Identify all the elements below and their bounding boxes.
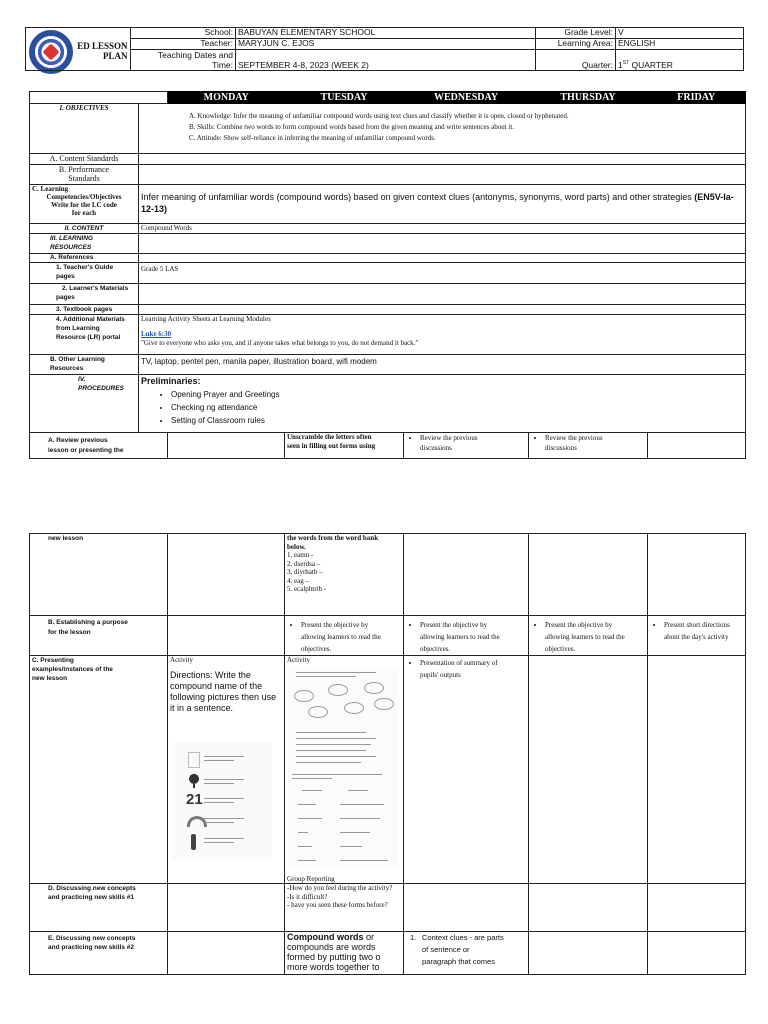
objective-skills: B. Skills: Combine two words to form compound words based from the given meaning and write sentences about it. bbox=[189, 123, 515, 131]
review-wednesday: • Review the previous discussions bbox=[404, 433, 529, 459]
monday-directions: Directions: Write the compound name of the following pictures then use it in a sentence. bbox=[170, 670, 277, 713]
preliminaries bbox=[139, 375, 746, 433]
other-resources-label: B. Other Learning Resources bbox=[30, 355, 139, 375]
dates-value: SEPTEMBER 4-8, 2023 (WEEK 2) bbox=[236, 50, 536, 71]
activity-sheet-image bbox=[288, 668, 398, 868]
header-block bbox=[25, 27, 743, 75]
dates-label-1: Teaching Dates and bbox=[157, 50, 233, 60]
review-tuesday: Unscramble the letters often seen in filling out forms using bbox=[285, 433, 404, 459]
lesson-plan-title-1: ED LESSON bbox=[77, 40, 128, 51]
purpose-label: B. Establishing a purpose for the lesson bbox=[30, 616, 168, 656]
scrambled-word: 2. dserdsa – bbox=[287, 559, 321, 568]
number-picture: 21 bbox=[186, 791, 203, 808]
tree-icon bbox=[188, 774, 200, 788]
discussing-1-tuesday: -How do you feel during the activity? -Is it difficult? - have you seen these forms before? bbox=[285, 884, 404, 932]
luke-link[interactable]: Luke 6:30 bbox=[141, 330, 172, 338]
scrambled-word: 3. diyrhatb – bbox=[287, 568, 323, 576]
worksheet-image bbox=[172, 742, 272, 860]
dates-label-2: Time: bbox=[212, 60, 233, 70]
lesson-plan-table bbox=[29, 91, 746, 459]
content-value: Compound Words bbox=[139, 224, 746, 234]
references-label: A. References bbox=[30, 254, 139, 263]
competency-code: (EN5V-Ia-12-13) bbox=[141, 192, 734, 214]
learning-area-value: ENGLISH bbox=[616, 39, 744, 50]
purpose-wednesday: • Present the objective by allowing learners to read the objectives. bbox=[404, 616, 529, 656]
competencies-label: C. Learning Competencies/Objectives Write for the LC code for each bbox=[30, 185, 139, 224]
discussing-1-label: D. Discussing new concepts and practicing new skills #1 bbox=[30, 884, 168, 932]
learners-materials-label: 2. Learner's Materials pages bbox=[30, 284, 139, 305]
objective-attitude: C. Attitude: Show self-reliance in inferring the meaning of unfamiliar compound words. bbox=[189, 134, 436, 142]
person-icon bbox=[191, 834, 196, 850]
scrambled-word: 4. eag – bbox=[287, 576, 309, 585]
objective-knowledge: A. Knowledge: Infer the meaning of unfamiliar compound words using text clues and classify whether it is open, closed or hyphenated. bbox=[189, 112, 569, 120]
presenting-monday: Activity Directions: Write the compound name of the following pictures then use it in a sentence. 21 bbox=[168, 656, 285, 884]
prelim-item: • Checking ng attendance bbox=[171, 401, 743, 414]
scrambled-word: 1. eamn - bbox=[287, 551, 314, 559]
lesson-plan-table-continued bbox=[29, 533, 746, 975]
additional-materials-label: 4. Additional Materials from Learning Resource (LR) portal bbox=[30, 315, 139, 355]
grade-level-value: V bbox=[616, 28, 744, 39]
word-bank: the words from the word bank below. 1. eamn - 2. dserdsa – 3. diyrhatb – 4. eag – 5. ecalphtrib - bbox=[285, 534, 404, 616]
other-resources-value: TV, laptop, pentel pen, manila paper, illustration board, wifi modem bbox=[139, 355, 746, 375]
preliminaries-title: Preliminaries: bbox=[141, 376, 201, 386]
prelim-item: • Setting of Classroom rules bbox=[171, 414, 743, 427]
teacher-value: MARYJUN C. EJOS bbox=[236, 39, 536, 50]
new-lesson-label: new lesson bbox=[30, 534, 168, 616]
discussing-2-label: E. Discussing new concepts and practicing new skills #2 bbox=[30, 932, 168, 975]
picture-icon bbox=[188, 752, 200, 768]
teachers-guide-label: 1. Teacher's Guide pages bbox=[30, 263, 139, 284]
scrambled-word: 5. ecalphtrib - bbox=[287, 585, 327, 593]
procedures-label: IV. PROCEDURES bbox=[30, 375, 139, 433]
learning-area-label: Learning Area: bbox=[536, 39, 616, 50]
day-monday: MONDAY bbox=[168, 92, 285, 104]
presenting-tuesday: Activity Group Reporting bbox=[285, 656, 404, 884]
presenting-wednesday: • Presentation of summary of pupils' outputs bbox=[404, 656, 529, 884]
purpose-friday: • Present short directions about the day's activity bbox=[648, 616, 746, 656]
purpose-thursday: • Present the objective by allowing learners to read the objectives. bbox=[529, 616, 648, 656]
additional-materials-value: Learning Activity Sheets at Learning Modules Luke 6:30 "Give to everyone who asks you, and if anyone takes what belongs to you, do not demand it back." bbox=[139, 315, 746, 355]
compound-words-definition: Compound words or compounds are words formed by putting two o more words together to bbox=[285, 932, 404, 975]
competency-text: Infer meaning of unfamiliar words (compound words) based on given context clues (antonyms, synonyms, word parts) and other strategies (EN5V-Ia-12-13) bbox=[139, 185, 746, 224]
content-label: II. CONTENT bbox=[30, 224, 139, 234]
quarter-label: Quarter: bbox=[536, 50, 616, 71]
presenting-label: C. Presenting examples/instances of the new lesson bbox=[30, 656, 168, 884]
textbook-pages-label: 3. Textbook pages bbox=[30, 305, 139, 315]
day-tuesday: TUESDAY bbox=[285, 92, 404, 104]
day-wednesday: WEDNESDAY bbox=[404, 92, 529, 104]
prelim-item: • Opening Prayer and Greetings bbox=[171, 388, 743, 401]
bible-quote: "Give to everyone who asks you, and if anyone takes what belongs to you, do not demand it back." bbox=[141, 339, 419, 347]
teacher-label: Teacher: bbox=[131, 39, 236, 50]
teachers-guide-value: Grade 5 LAS bbox=[139, 263, 746, 284]
objectives-text bbox=[139, 104, 746, 154]
quarter-value: 1ST QUARTER bbox=[616, 50, 744, 71]
day-thursday: THURSDAY bbox=[529, 92, 648, 104]
day-friday: FRIDAY bbox=[648, 92, 746, 104]
context-clues-definition: 1. Context clues - are parts of sentence or paragraph that comes bbox=[404, 932, 529, 975]
lesson-plan-title-2: PLAN bbox=[103, 50, 128, 61]
review-label: A. Review previous lesson or presenting the bbox=[30, 433, 168, 459]
school-label: School: bbox=[131, 28, 236, 39]
objectives-label: I. OBJECTIVES bbox=[30, 104, 139, 154]
purpose-tuesday: • Present the objective by allowing learners to read the objectives. bbox=[285, 616, 404, 656]
school-value: BABUYAN ELEMENTARY SCHOOL bbox=[236, 28, 536, 39]
group-reporting: Group Reporting bbox=[287, 875, 335, 883]
review-thursday: • Review the previous discussions bbox=[529, 433, 648, 459]
content-standards-label: A. Content Standards bbox=[30, 154, 139, 165]
grade-level-label: Grade Level: bbox=[536, 28, 616, 39]
learning-resources-label: III. LEARNING RESOURCES bbox=[30, 234, 139, 254]
performance-standards-label: B. Performance Standards bbox=[30, 165, 139, 185]
